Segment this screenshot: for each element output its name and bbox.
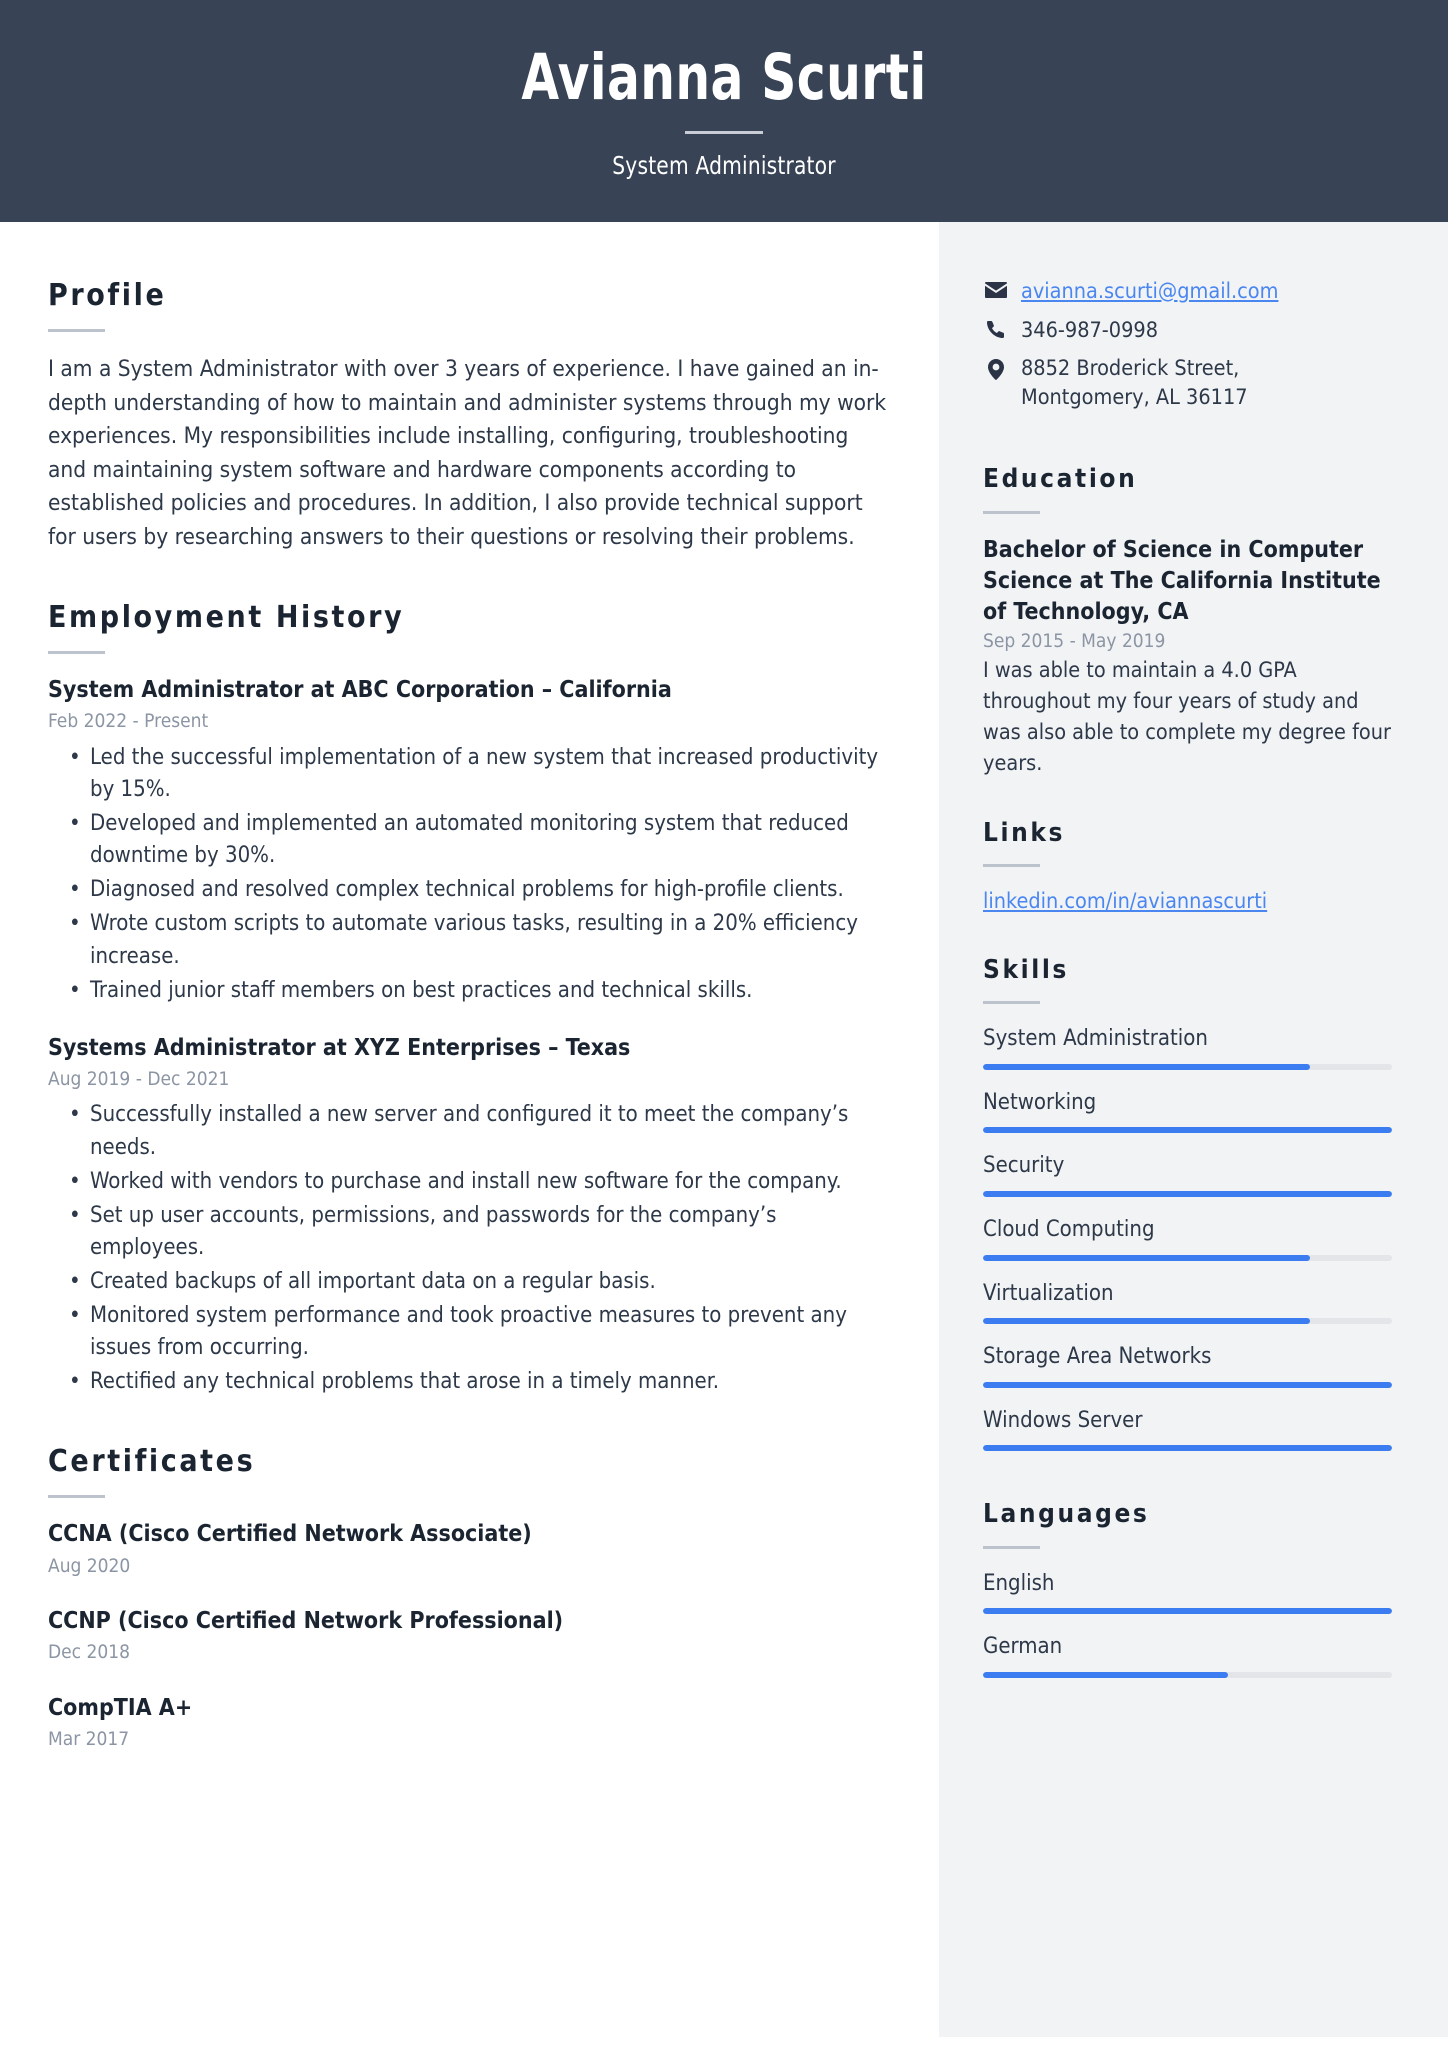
language-bar-track (983, 1672, 1392, 1678)
list-item: • Set up user accounts, permissions, and passwords for the company’s employees. (48, 1200, 887, 1264)
skill-label: Windows Server (983, 1407, 1143, 1433)
certificate-date: Mar 2017 (48, 1727, 130, 1750)
email-link[interactable]: avianna.scurti@gmail.com (1021, 279, 1279, 305)
language-bar-fill (983, 1608, 1392, 1614)
job-title: Systems Administrator at XYZ Enterprises – Texas (48, 1034, 631, 1061)
language-item (983, 1633, 1392, 1678)
header-divider (685, 131, 763, 134)
skill-label: Storage Area Networks (983, 1344, 1212, 1370)
skill-bar-fill (983, 1255, 1310, 1261)
contact-email-row (983, 278, 1392, 307)
skill-bar-fill (983, 1191, 1392, 1197)
skill-label: Virtualization (983, 1280, 1114, 1306)
list-item: • Wrote custom scripts to automate various tasks, resulting in a 20% efficiency increase. (48, 908, 887, 972)
list-item: • Successfully installed a new server and configured it to meet the company’s needs. (48, 1099, 887, 1163)
skill-bar-track (983, 1064, 1392, 1070)
section-profile (48, 278, 887, 554)
skill-item (983, 1216, 1392, 1261)
certificate-title: CCNP (Cisco Certified Network Professional) (48, 1608, 564, 1635)
linkedin-link[interactable]: linkedin.com/in/aviannascurti (983, 889, 1268, 915)
skill-item (983, 1343, 1392, 1388)
employment-entry (48, 1033, 887, 1399)
skill-bar-track (983, 1318, 1392, 1324)
skill-label: System Administration (983, 1026, 1208, 1052)
employment-entry (48, 675, 887, 1007)
section-links (983, 818, 1392, 917)
section-heading-employment: Employment History (48, 600, 405, 636)
section-rule (983, 1001, 1040, 1004)
certificate-entry (48, 1519, 887, 1578)
skill-bar-track (983, 1255, 1392, 1261)
sidebar-column (939, 222, 1448, 2037)
header-subtitle: System Administrator (612, 151, 836, 181)
skill-label: Security (983, 1153, 1065, 1179)
certificate-title: CompTIA A+ (48, 1694, 193, 1721)
list-item: • Worked with vendors to purchase and install new software for the company. (48, 1166, 887, 1198)
job-title: System Administrator at ABC Corporation – California (48, 677, 672, 704)
certificate-date: Dec 2018 (48, 1641, 131, 1664)
phone-icon (983, 317, 1009, 340)
section-rule (48, 1495, 105, 1498)
link-row (983, 888, 1392, 917)
job-date: Feb 2022 - Present (48, 710, 209, 733)
phone-number: 346-987-0998 (1021, 317, 1158, 343)
skill-bar-fill (983, 1318, 1310, 1324)
skill-item (983, 1025, 1392, 1070)
skill-label: Cloud Computing (983, 1216, 1155, 1242)
skill-label: Networking (983, 1089, 1097, 1115)
address-text (1021, 355, 1248, 412)
address-line-2: Montgomery, AL 36117 (1021, 384, 1248, 410)
section-employment (48, 600, 887, 1398)
skill-bar-fill (983, 1382, 1392, 1388)
resume-body (0, 222, 1448, 2037)
envelope-icon (983, 278, 1009, 298)
skill-item (983, 1280, 1392, 1325)
education-description: I was able to maintain a 4.0 GPA throughout my four years of study and was also able to complete my degree four years. (983, 658, 1391, 777)
job-bullet-list (48, 1099, 887, 1398)
language-label: English (983, 1570, 1055, 1596)
list-item: • Created backups of all important data on a regular basis. (48, 1266, 887, 1298)
education-date: Sep 2015 - May 2019 (983, 630, 1166, 653)
section-certificates (48, 1444, 887, 1751)
section-heading-skills: Skills (983, 954, 1069, 985)
skill-bar-fill (983, 1064, 1310, 1070)
location-pin-icon (983, 355, 1009, 380)
section-rule (983, 511, 1040, 514)
skill-item (983, 1407, 1392, 1452)
address-line-1: 8852 Broderick Street, (1021, 356, 1240, 382)
skill-bar-track (983, 1127, 1392, 1133)
skill-bar-track (983, 1382, 1392, 1388)
job-date: Aug 2019 - Dec 2021 (48, 1067, 230, 1090)
section-skills (983, 955, 1392, 1451)
skill-bar-fill (983, 1445, 1392, 1451)
main-column (0, 222, 939, 2037)
language-item (983, 1570, 1392, 1615)
section-rule (983, 1546, 1040, 1549)
section-heading-profile: Profile (48, 278, 167, 314)
list-item: • Rectified any technical problems that arose in a timely manner. (48, 1366, 887, 1398)
skill-bar-fill (983, 1127, 1392, 1133)
language-bar-fill (983, 1672, 1228, 1678)
job-bullet-list (48, 742, 887, 1007)
list-item: • Led the successful implementation of a new system that increased productivity by 15%. (48, 742, 887, 806)
certificate-title: CCNA (Cisco Certified Network Associate) (48, 1521, 532, 1548)
contact-address-row (983, 355, 1392, 412)
skill-item (983, 1152, 1392, 1197)
page-title: Avianna Scurti (521, 41, 927, 114)
profile-text: I am a System Administrator with over 3 years of experience. I have gained an in-depth understanding of how to maintain and administer systems through my work experiences. My responsibilities include installing, configuring, troubleshooting and maintaining system software and hardware components according to established policies and procedures. In addition, I also provide technical support for users by researching answers to their questions or resolving their problems. (48, 356, 887, 550)
section-heading-education: Education (983, 464, 1138, 495)
list-item: • Trained junior staff members on best practices and technical skills. (48, 975, 887, 1007)
contact-block (983, 278, 1392, 412)
section-languages (983, 1499, 1392, 1677)
list-item: • Developed and implemented an automated monitoring system that reduced downtime by 30%. (48, 808, 887, 872)
education-degree: Bachelor of Science in Computer Science at The California Institute of Technology, CA (983, 536, 1381, 626)
section-rule (983, 864, 1040, 867)
list-item: • Monitored system performance and took proactive measures to prevent any issues from occurring. (48, 1300, 887, 1364)
section-education (983, 464, 1392, 780)
resume-header (0, 0, 1448, 222)
section-heading-languages: Languages (983, 1499, 1150, 1530)
certificate-date: Aug 2020 (48, 1554, 131, 1577)
certificate-entry (48, 1606, 887, 1665)
language-bar-track (983, 1608, 1392, 1614)
certificate-entry (48, 1693, 887, 1752)
list-item: • Diagnosed and resolved complex technical problems for high-profile clients. (48, 874, 887, 906)
skill-bar-track (983, 1191, 1392, 1197)
skill-item (983, 1089, 1392, 1134)
section-rule (48, 329, 105, 332)
section-heading-certificates: Certificates (48, 1444, 256, 1480)
skill-bar-track (983, 1445, 1392, 1451)
section-rule (48, 651, 105, 654)
section-heading-links: Links (983, 818, 1066, 849)
contact-phone-row (983, 317, 1392, 346)
language-label: German (983, 1634, 1063, 1660)
